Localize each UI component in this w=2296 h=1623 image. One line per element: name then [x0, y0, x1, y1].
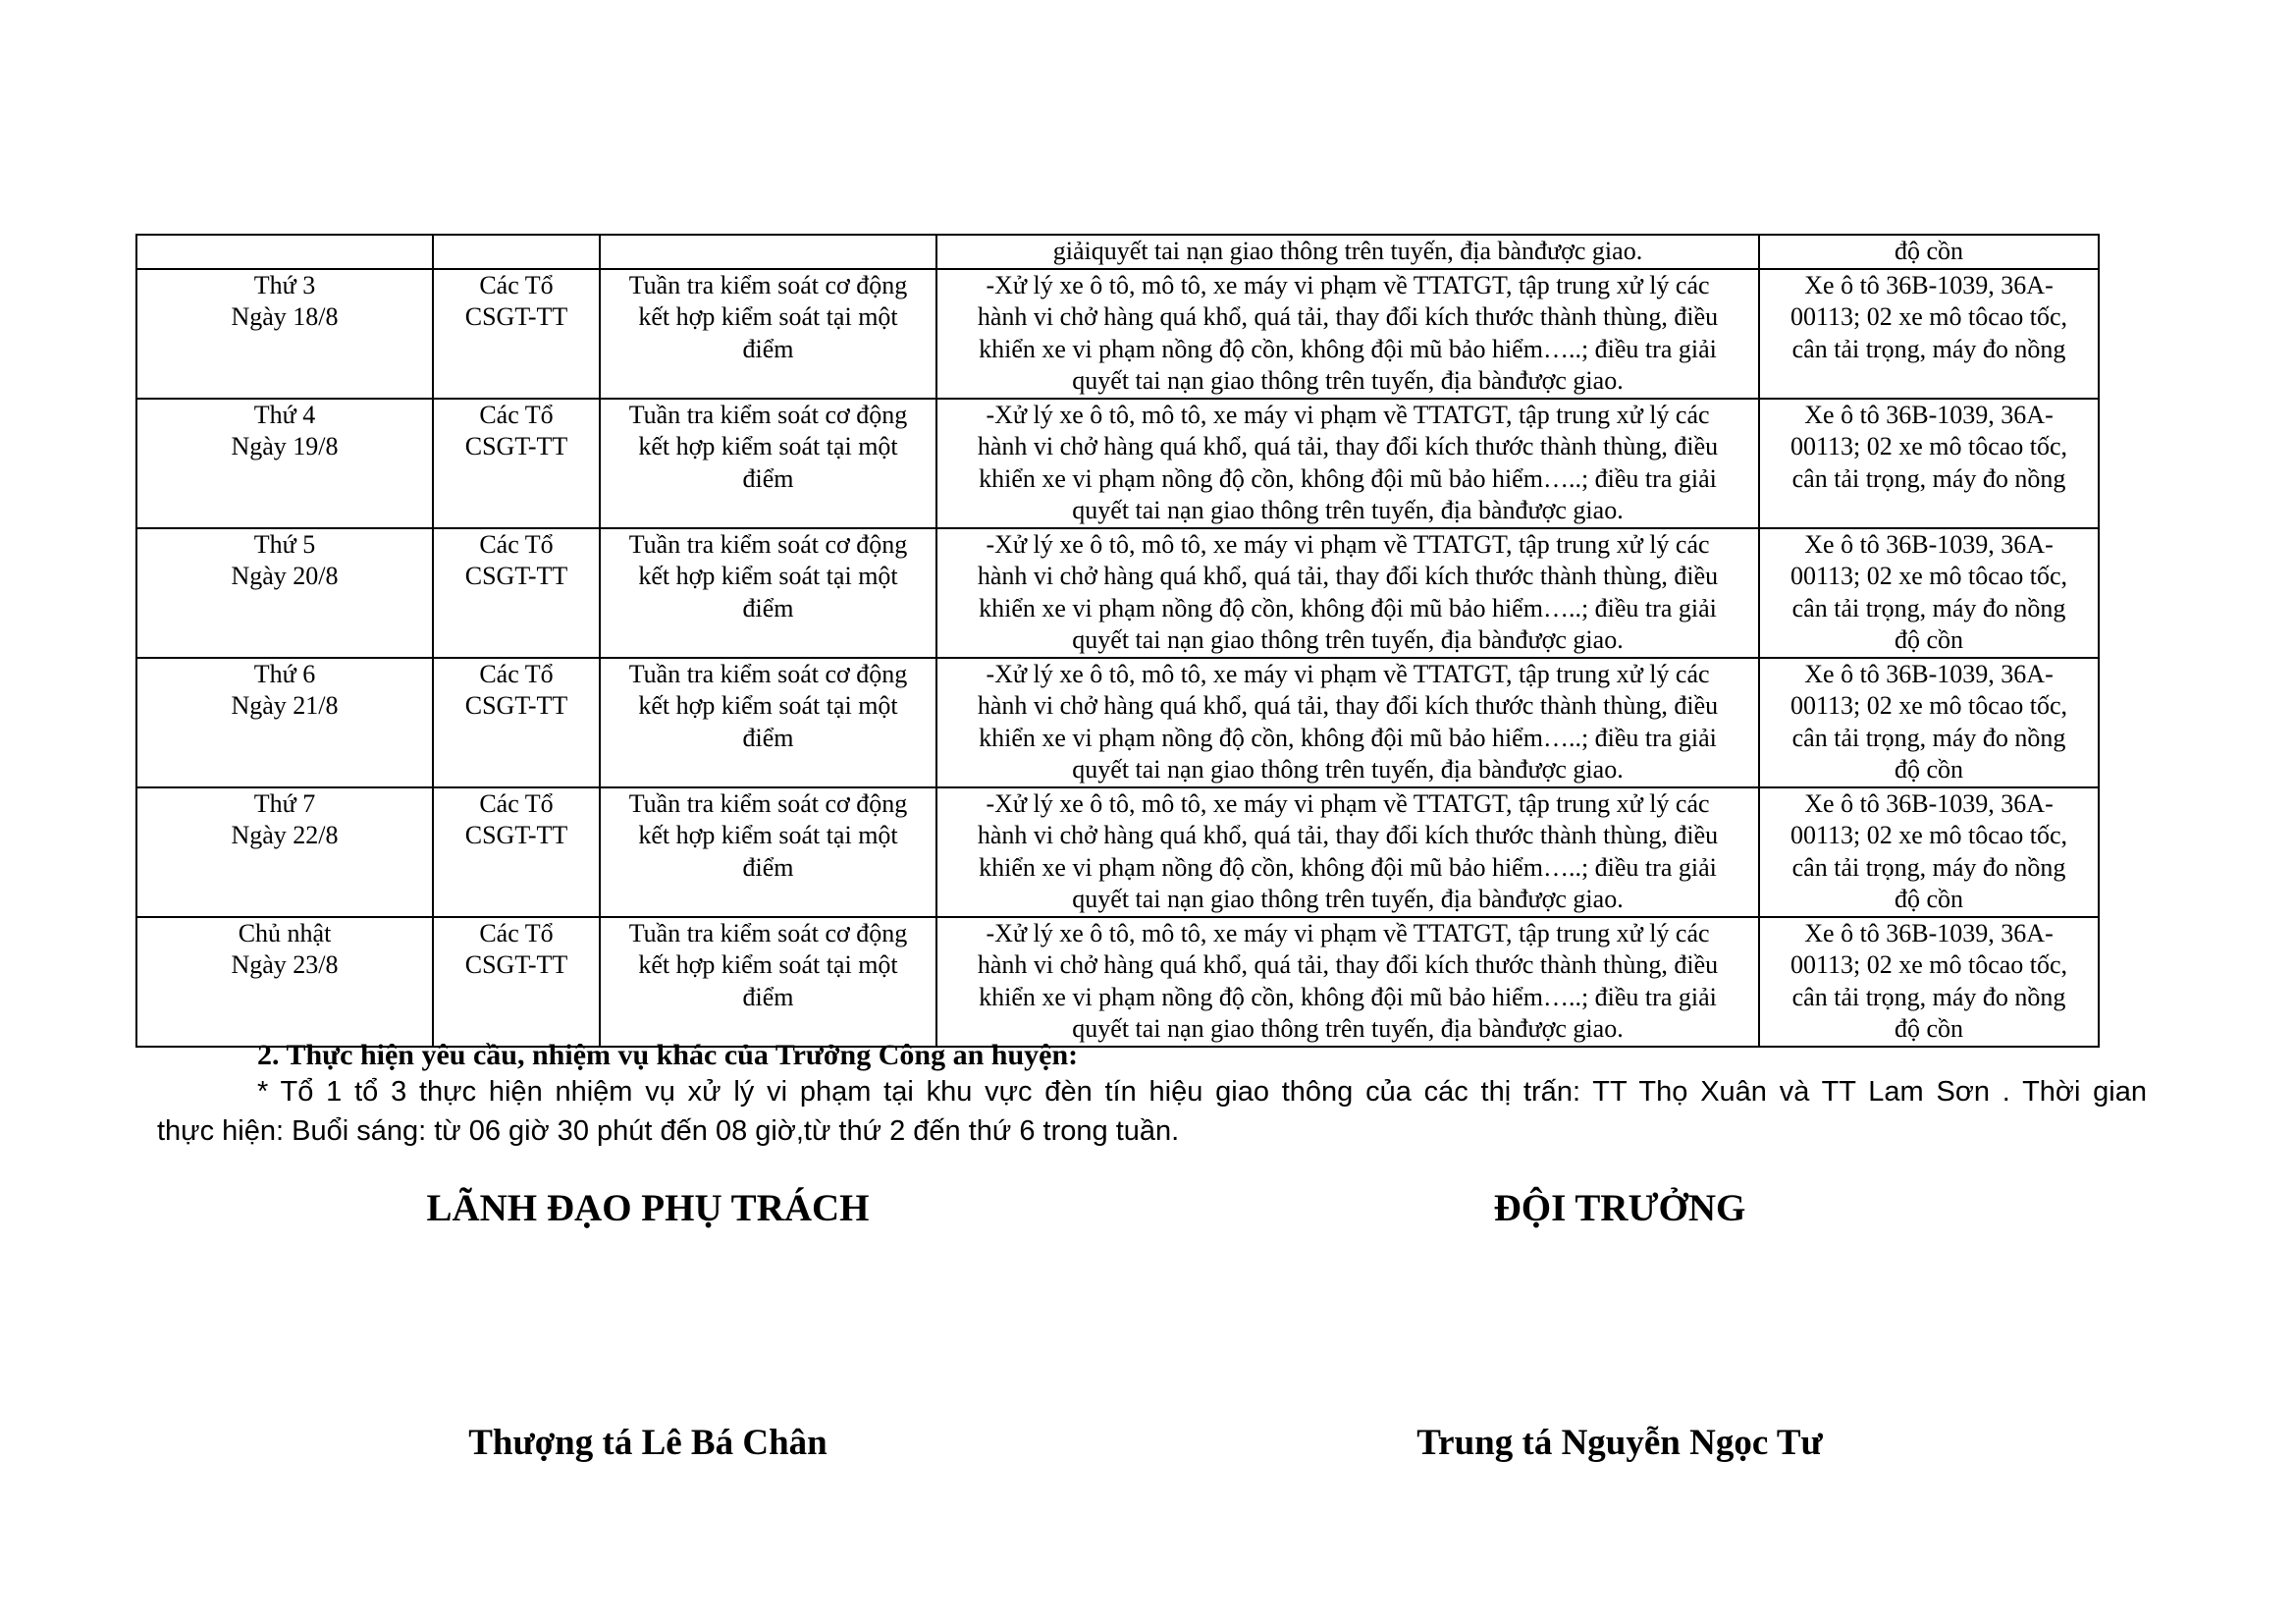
content-line: -Xử lý xe ô tô, mô tô, xe máy vi phạm về TTATGT, tập trung xử lý các — [986, 400, 1710, 429]
date-label: Ngày 20/8 — [231, 562, 339, 590]
equipment-line: độ cồn — [1894, 1014, 1964, 1043]
unit-line: CSGT-TT — [464, 821, 568, 849]
form-line: kết hợp kiểm soát tại một — [638, 691, 898, 720]
cell-unit — [433, 399, 600, 528]
cell-equipment — [1759, 269, 2099, 399]
form-line: kết hợp kiểm soát tại một — [638, 562, 898, 590]
equipment-line: cân tải trọng, máy đo nồng — [1791, 463, 2066, 493]
equipment-line: Xe ô tô 36B-1039, 36A- — [1804, 400, 2054, 429]
day-label: Thứ 3 — [253, 270, 316, 299]
cell-unit — [433, 235, 600, 269]
form-line: Tuần tra kiểm soát cơ động — [628, 529, 908, 559]
cell-content — [936, 235, 1759, 269]
cell-day — [136, 399, 433, 528]
equipment-line: độ cồn — [1894, 625, 1964, 654]
cell-unit — [433, 658, 600, 787]
equipment-line: độ cồn — [1894, 755, 1964, 784]
section-2-title: 2. Thực hiện yêu cầu, nhiệm vụ khác của Trưởng Công an huyện: — [257, 1039, 1079, 1071]
cell-day — [136, 528, 433, 658]
cell-content — [936, 399, 1759, 528]
signature-left-name: Thượng tá Lê Bá Chân — [468, 1423, 828, 1463]
equipment-line: 00113; 02 xe mô tôcao tốc, — [1789, 691, 2068, 720]
content-line: quyết tai nạn giao thông trên tuyến, địa bànđược giao. — [1072, 1014, 1624, 1043]
content-line: giảiquyết tai nạn giao thông trên tuyến, địa bànđược giao. — [1052, 237, 1643, 265]
form-line: điểm — [742, 723, 794, 752]
cell-day — [136, 787, 433, 917]
table-row — [136, 528, 2099, 658]
equipment-line: Xe ô tô 36B-1039, 36A- — [1804, 788, 2054, 818]
cell-equipment — [1759, 658, 2099, 787]
table-row — [136, 658, 2099, 787]
content-line: khiển xe vi phạm nồng độ cồn, không đội mũ bảo hiểm…..; điều tra giải — [979, 852, 1717, 882]
date-label: Ngày 23/8 — [231, 950, 339, 979]
table-row-continuation — [136, 235, 2099, 269]
content-line: khiển xe vi phạm nồng độ cồn, không đội mũ bảo hiểm…..; điều tra giải — [979, 982, 1717, 1011]
cell-content — [936, 658, 1759, 787]
signature-right-title: ĐỘI TRƯỞNG — [1493, 1187, 1746, 1229]
form-line: điểm — [742, 334, 794, 363]
date-label: Ngày 21/8 — [231, 691, 339, 720]
form-line: điểm — [742, 982, 794, 1011]
day-label: Chủ nhật — [238, 918, 332, 947]
cell-content — [936, 787, 1759, 917]
content-line: khiển xe vi phạm nồng độ cồn, không đội mũ bảo hiểm…..; điều tra giải — [979, 593, 1717, 622]
cell-day — [136, 917, 433, 1047]
equipment-line: 00113; 02 xe mô tôcao tốc, — [1789, 562, 2068, 590]
content-line: quyết tai nạn giao thông trên tuyến, địa bànđược giao. — [1072, 885, 1624, 913]
date-label: Ngày 19/8 — [231, 432, 339, 460]
date-label: Ngày 18/8 — [231, 302, 339, 331]
unit-line: Các Tổ — [479, 270, 554, 299]
unit-line: CSGT-TT — [464, 562, 568, 590]
content-line: khiển xe vi phạm nồng độ cồn, không đội mũ bảo hiểm…..; điều tra giải — [979, 723, 1717, 752]
cell-unit — [433, 269, 600, 399]
content-line: hành vi chở hàng quá khổ, quá tải, thay đổi kích thước thành thùng, điều — [977, 432, 1719, 460]
unit-line: Các Tổ — [479, 918, 554, 947]
cell-equipment — [1759, 235, 2099, 269]
unit-line: Các Tổ — [479, 659, 554, 688]
form-line: kết hợp kiểm soát tại một — [638, 432, 898, 460]
table-row — [136, 269, 2099, 399]
unit-line: CSGT-TT — [464, 691, 568, 720]
table-row — [136, 399, 2099, 528]
form-line: kết hợp kiểm soát tại một — [638, 950, 898, 979]
equipment-line: cân tải trọng, máy đo nồng — [1791, 723, 2066, 752]
equipment-line: độ cồn — [1894, 237, 1964, 265]
form-line: Tuần tra kiểm soát cơ động — [628, 400, 908, 429]
form-line: điểm — [742, 593, 794, 622]
section-2-paragraph-line-2: thực hiện: Buổi sáng: từ 06 giờ 30 phút đến 08 giờ,từ thứ 2 đến thứ 6 trong tuần. — [157, 1115, 1180, 1147]
cell-form — [600, 235, 936, 269]
cell-equipment — [1759, 787, 2099, 917]
form-line: điểm — [742, 463, 794, 493]
content-line: khiển xe vi phạm nồng độ cồn, không đội mũ bảo hiểm…..; điều tra giải — [979, 334, 1717, 363]
content-line: -Xử lý xe ô tô, mô tô, xe máy vi phạm về TTATGT, tập trung xử lý các — [986, 529, 1710, 559]
table-row — [136, 917, 2099, 1047]
cell-form — [600, 269, 936, 399]
unit-line: Các Tổ — [479, 529, 554, 559]
equipment-line: cân tải trọng, máy đo nồng — [1791, 334, 2066, 363]
cell-form — [600, 528, 936, 658]
cell-form — [600, 917, 936, 1047]
content-line: hành vi chở hàng quá khổ, quá tải, thay đổi kích thước thành thùng, điều — [977, 950, 1719, 979]
equipment-line: 00113; 02 xe mô tôcao tốc, — [1789, 950, 2068, 979]
cell-equipment — [1759, 917, 2099, 1047]
form-line: Tuần tra kiểm soát cơ động — [628, 918, 908, 947]
content-line: -Xử lý xe ô tô, mô tô, xe máy vi phạm về TTATGT, tập trung xử lý các — [986, 270, 1710, 299]
content-line: hành vi chở hàng quá khổ, quá tải, thay đổi kích thước thành thùng, điều — [977, 302, 1719, 331]
content-line: hành vi chở hàng quá khổ, quá tải, thay đổi kích thước thành thùng, điều — [977, 562, 1719, 590]
content-line: -Xử lý xe ô tô, mô tô, xe máy vi phạm về TTATGT, tập trung xử lý các — [986, 918, 1710, 947]
cell-form — [600, 399, 936, 528]
content-line: quyết tai nạn giao thông trên tuyến, địa bànđược giao. — [1072, 366, 1624, 395]
cell-day — [136, 658, 433, 787]
content-line: hành vi chở hàng quá khổ, quá tải, thay đổi kích thước thành thùng, điều — [977, 691, 1719, 720]
equipment-line: Xe ô tô 36B-1039, 36A- — [1804, 659, 2054, 688]
form-line: Tuần tra kiểm soát cơ động — [628, 659, 908, 688]
equipment-line: 00113; 02 xe mô tôcao tốc, — [1789, 302, 2068, 331]
cell-content — [936, 917, 1759, 1047]
day-label: Thứ 4 — [253, 400, 316, 429]
content-line: quyết tai nạn giao thông trên tuyến, địa bànđược giao. — [1072, 496, 1624, 524]
content-line: hành vi chở hàng quá khổ, quá tải, thay đổi kích thước thành thùng, điều — [977, 821, 1719, 849]
content-line: -Xử lý xe ô tô, mô tô, xe máy vi phạm về TTATGT, tập trung xử lý các — [986, 659, 1710, 688]
unit-line: Các Tổ — [479, 788, 554, 818]
cell-day — [136, 269, 433, 399]
equipment-line: độ cồn — [1894, 885, 1964, 913]
form-line: điểm — [742, 852, 794, 882]
equipment-line: Xe ô tô 36B-1039, 36A- — [1804, 529, 2054, 559]
day-label: Thứ 5 — [253, 529, 316, 559]
equipment-line: 00113; 02 xe mô tôcao tốc, — [1789, 821, 2068, 849]
equipment-line: Xe ô tô 36B-1039, 36A- — [1804, 918, 2054, 947]
cell-unit — [433, 787, 600, 917]
cell-unit — [433, 528, 600, 658]
equipment-line: cân tải trọng, máy đo nồng — [1791, 852, 2066, 882]
unit-line: CSGT-TT — [464, 950, 568, 979]
cell-content — [936, 269, 1759, 399]
form-line: kết hợp kiểm soát tại một — [638, 302, 898, 331]
equipment-line: Xe ô tô 36B-1039, 36A- — [1804, 270, 2054, 299]
schedule-body — [136, 235, 2099, 1047]
form-line: kết hợp kiểm soát tại một — [638, 821, 898, 849]
cell-equipment — [1759, 528, 2099, 658]
content-line: khiển xe vi phạm nồng độ cồn, không đội mũ bảo hiểm…..; điều tra giải — [979, 463, 1717, 493]
date-label: Ngày 22/8 — [231, 821, 339, 849]
content-line: -Xử lý xe ô tô, mô tô, xe máy vi phạm về TTATGT, tập trung xử lý các — [986, 788, 1710, 818]
content-line: quyết tai nạn giao thông trên tuyến, địa bànđược giao. — [1072, 755, 1624, 784]
equipment-line: 00113; 02 xe mô tôcao tốc, — [1789, 432, 2068, 460]
day-label: Thứ 6 — [253, 659, 316, 688]
day-label: Thứ 7 — [253, 788, 316, 818]
form-line: Tuần tra kiểm soát cơ động — [628, 270, 908, 299]
unit-line: CSGT-TT — [464, 302, 568, 331]
cell-unit — [433, 917, 600, 1047]
unit-line: CSGT-TT — [464, 432, 568, 460]
cell-content — [936, 528, 1759, 658]
form-line: Tuần tra kiểm soát cơ động — [628, 788, 908, 818]
cell-form — [600, 787, 936, 917]
cell-day — [136, 235, 433, 269]
content-line: quyết tai nạn giao thông trên tuyến, địa bànđược giao. — [1072, 625, 1624, 654]
table-row — [136, 787, 2099, 917]
schedule-table — [135, 234, 2100, 1048]
cell-equipment — [1759, 399, 2099, 528]
signature-right-name: Trung tá Nguyễn Ngọc Tư — [1416, 1423, 1823, 1463]
equipment-line: cân tải trọng, máy đo nồng — [1791, 982, 2066, 1011]
equipment-line: cân tải trọng, máy đo nồng — [1791, 593, 2066, 622]
signature-left-title: LÃNH ĐẠO PHỤ TRÁCH — [426, 1187, 870, 1229]
cell-form — [600, 658, 936, 787]
section-2-paragraph-line-1: * Tổ 1 tổ 3 thực hiện nhiệm vụ xử lý vi phạm tại khu vực đèn tín hiệu giao thông của các thị trấn: TT Thọ Xuân và TT Lam Sơn . Thời gian — [257, 1076, 2147, 1108]
unit-line: Các Tổ — [479, 400, 554, 429]
